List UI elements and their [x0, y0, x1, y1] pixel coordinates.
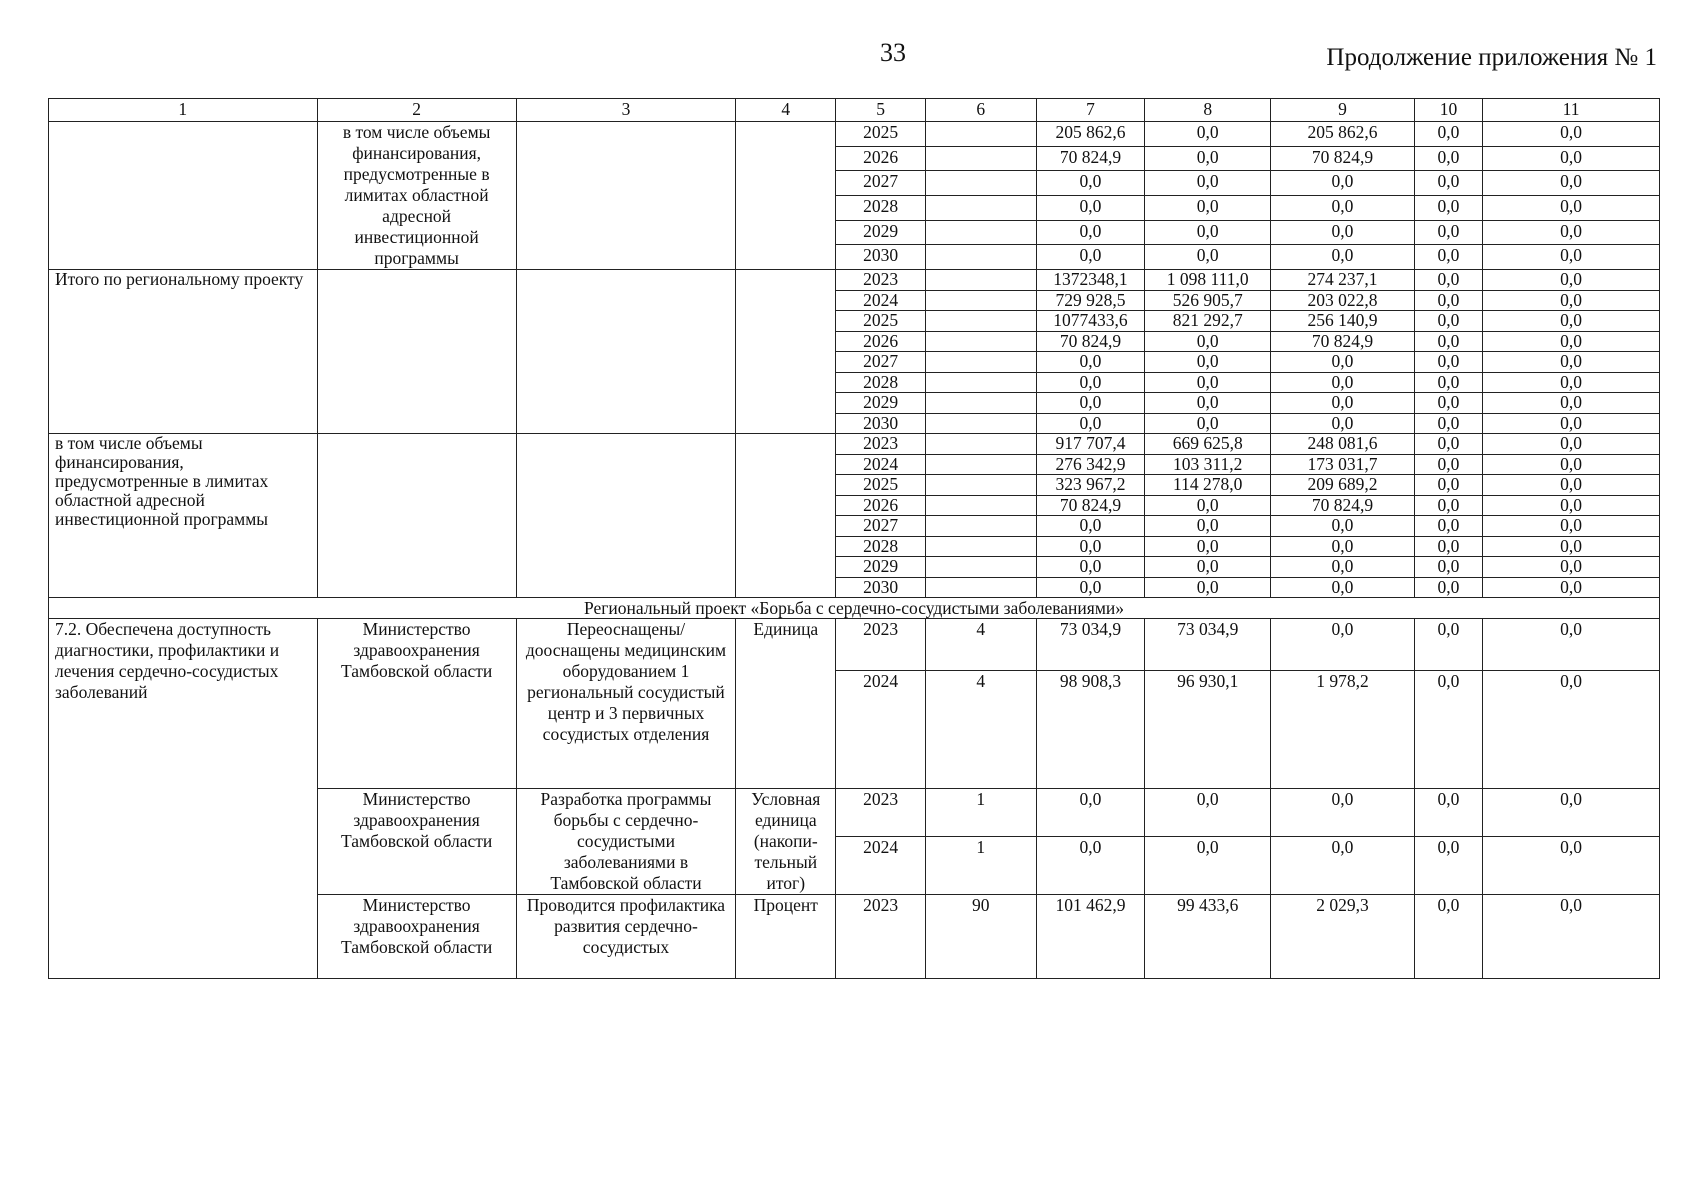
value-c8: 0,0 [1145, 495, 1271, 516]
cell-col4-empty [736, 270, 836, 434]
value-c10: 0,0 [1414, 671, 1482, 789]
year-cell: 2024 [836, 290, 926, 311]
section-title: Региональный проект «Борьба с сердечно-сосудистыми заболеваниями» [49, 598, 1660, 619]
value-c11: 0,0 [1483, 195, 1660, 220]
column-header-4: 4 [736, 99, 836, 122]
value-c9: 0,0 [1271, 536, 1415, 557]
value-c7: 0,0 [1036, 557, 1145, 578]
table-row [49, 122, 1660, 147]
year-cell: 2023 [836, 789, 926, 837]
year-cell: 2023 [836, 619, 926, 671]
value-c7: 0,0 [1036, 220, 1145, 245]
value-c10: 0,0 [1414, 557, 1482, 578]
value-c10: 0,0 [1414, 475, 1482, 496]
continuation-label: Продолжение приложения № 1 [1326, 44, 1657, 71]
value-c10: 0,0 [1414, 146, 1482, 171]
result-cell: Переоснащены/ дооснащены медицинским оборудованием 1 региональный сосудистый центр и 3 первичных сосудистых отделения [516, 619, 735, 789]
year-cell: 2029 [836, 557, 926, 578]
value-c8: 0,0 [1145, 372, 1271, 393]
value-c7: 101 462,9 [1036, 895, 1145, 979]
value-col6 [925, 171, 1036, 196]
column-header-5: 5 [836, 99, 926, 122]
cell-col3-empty [516, 434, 735, 598]
value-c11: 0,0 [1483, 475, 1660, 496]
column-header-1: 1 [49, 99, 318, 122]
column-header-3: 3 [516, 99, 735, 122]
value-c8: 96 930,1 [1145, 671, 1271, 789]
value-c7: 729 928,5 [1036, 290, 1145, 311]
value-c10: 0,0 [1414, 516, 1482, 537]
year-cell: 2026 [836, 331, 926, 352]
value-col6 [925, 434, 1036, 455]
value-c9: 248 081,6 [1271, 434, 1415, 455]
year-cell: 2028 [836, 372, 926, 393]
value-c11: 0,0 [1483, 352, 1660, 373]
value-c7: 0,0 [1036, 536, 1145, 557]
value-col6 [925, 245, 1036, 270]
value-col6 [925, 122, 1036, 147]
value-c9: 1 978,2 [1271, 671, 1415, 789]
value-c6: 4 [925, 671, 1036, 789]
cell-col2-empty [317, 434, 516, 598]
section-row [49, 598, 1660, 619]
funding-note-cell: в том числе объемы финансирования, предусмотренные в лимитах областной адресной инвестиционной программы [317, 122, 516, 270]
value-c8: 0,0 [1145, 393, 1271, 414]
value-c9: 70 824,9 [1271, 331, 1415, 352]
value-c11: 0,0 [1483, 331, 1660, 352]
value-c11: 0,0 [1483, 171, 1660, 196]
value-c10: 0,0 [1414, 195, 1482, 220]
value-c7: 0,0 [1036, 245, 1145, 270]
value-c9: 0,0 [1271, 413, 1415, 434]
column-header-9: 9 [1271, 99, 1415, 122]
value-col6 [925, 393, 1036, 414]
result-cell: Проводится профилактика развития сердечно-сосудистых [516, 895, 735, 979]
value-c7: 0,0 [1036, 352, 1145, 373]
year-cell: 2027 [836, 171, 926, 196]
year-cell: 2025 [836, 311, 926, 332]
year-cell: 2023 [836, 270, 926, 291]
column-header-6: 6 [925, 99, 1036, 122]
value-c7: 70 824,9 [1036, 331, 1145, 352]
value-c8: 0,0 [1145, 577, 1271, 598]
value-c8: 99 433,6 [1145, 895, 1271, 979]
value-c7: 323 967,2 [1036, 475, 1145, 496]
value-c11: 0,0 [1483, 619, 1660, 671]
year-cell: 2026 [836, 146, 926, 171]
value-c9: 203 022,8 [1271, 290, 1415, 311]
value-c8: 0,0 [1145, 789, 1271, 837]
value-c10: 0,0 [1414, 220, 1482, 245]
unit-cell: Единица [736, 619, 836, 789]
financing-table [48, 98, 1660, 979]
value-c11: 0,0 [1483, 413, 1660, 434]
value-col6 [925, 475, 1036, 496]
cell-col3-empty [516, 122, 735, 270]
year-cell: 2028 [836, 195, 926, 220]
year-cell: 2024 [836, 454, 926, 475]
value-c7: 0,0 [1036, 789, 1145, 837]
value-c10: 0,0 [1414, 245, 1482, 270]
value-col6 [925, 220, 1036, 245]
value-col6 [925, 352, 1036, 373]
cell-col4-empty [736, 122, 836, 270]
year-cell: 2028 [836, 536, 926, 557]
value-c8: 0,0 [1145, 836, 1271, 894]
value-c11: 0,0 [1483, 836, 1660, 894]
value-col6 [925, 577, 1036, 598]
year-cell: 2024 [836, 836, 926, 894]
value-c7: 0,0 [1036, 171, 1145, 196]
value-c11: 0,0 [1483, 516, 1660, 537]
value-c9: 0,0 [1271, 245, 1415, 270]
value-c8: 0,0 [1145, 516, 1271, 537]
year-cell: 2026 [836, 495, 926, 516]
value-c11: 0,0 [1483, 671, 1660, 789]
value-c9: 205 862,6 [1271, 122, 1415, 147]
value-c7: 0,0 [1036, 372, 1145, 393]
column-header-7: 7 [1036, 99, 1145, 122]
value-c7: 70 824,9 [1036, 495, 1145, 516]
value-c11: 0,0 [1483, 270, 1660, 291]
value-c11: 0,0 [1483, 557, 1660, 578]
value-c8: 0,0 [1145, 220, 1271, 245]
cell-col3-empty [516, 270, 735, 434]
value-c11: 0,0 [1483, 577, 1660, 598]
value-c9: 0,0 [1271, 195, 1415, 220]
value-c8: 0,0 [1145, 331, 1271, 352]
value-c11: 0,0 [1483, 311, 1660, 332]
value-c8: 0,0 [1145, 413, 1271, 434]
year-cell: 2030 [836, 245, 926, 270]
value-c7: 0,0 [1036, 836, 1145, 894]
value-c9: 274 237,1 [1271, 270, 1415, 291]
cell-col1-empty [49, 122, 318, 270]
value-c10: 0,0 [1414, 577, 1482, 598]
value-c10: 0,0 [1414, 372, 1482, 393]
unit-cell: Условная единица (накопи-тельный итог) [736, 789, 836, 895]
value-c9: 70 824,9 [1271, 146, 1415, 171]
value-c8: 0,0 [1145, 557, 1271, 578]
value-c8: 0,0 [1145, 536, 1271, 557]
value-c11: 0,0 [1483, 789, 1660, 837]
value-col6 [925, 454, 1036, 475]
year-cell: 2023 [836, 434, 926, 455]
value-c10: 0,0 [1414, 270, 1482, 291]
value-c9: 173 031,7 [1271, 454, 1415, 475]
value-c10: 0,0 [1414, 789, 1482, 837]
value-c11: 0,0 [1483, 245, 1660, 270]
value-col6 [925, 557, 1036, 578]
value-c8: 0,0 [1145, 245, 1271, 270]
value-c10: 0,0 [1414, 311, 1482, 332]
page-number: 33 [880, 38, 906, 67]
value-c10: 0,0 [1414, 836, 1482, 894]
value-c7: 0,0 [1036, 516, 1145, 537]
year-cell: 2029 [836, 393, 926, 414]
value-c8: 1 098 111,0 [1145, 270, 1271, 291]
value-c10: 0,0 [1414, 122, 1482, 147]
value-c7: 70 824,9 [1036, 146, 1145, 171]
value-c6: 1 [925, 836, 1036, 894]
total-label-cell: Итого по региональному проекту [49, 270, 318, 434]
value-c7: 0,0 [1036, 393, 1145, 414]
year-cell: 2023 [836, 895, 926, 979]
year-cell: 2025 [836, 122, 926, 147]
value-c6: 90 [925, 895, 1036, 979]
value-c8: 821 292,7 [1145, 311, 1271, 332]
value-c11: 0,0 [1483, 146, 1660, 171]
value-c7: 276 342,9 [1036, 454, 1145, 475]
column-header-2: 2 [317, 99, 516, 122]
value-c11: 0,0 [1483, 393, 1660, 414]
invest-label-cell: в том числе объемы финансирования, предусмотренные в лимитах областной адресной инвестиционной программы [49, 434, 318, 598]
value-c9: 0,0 [1271, 619, 1415, 671]
value-c11: 0,0 [1483, 290, 1660, 311]
year-cell: 2030 [836, 577, 926, 598]
cell-col2-empty [317, 270, 516, 434]
value-c7: 0,0 [1036, 577, 1145, 598]
value-c11: 0,0 [1483, 122, 1660, 147]
year-cell: 2027 [836, 352, 926, 373]
value-c7: 0,0 [1036, 413, 1145, 434]
column-header-8: 8 [1145, 99, 1271, 122]
table-row [49, 270, 1660, 291]
value-c9: 256 140,9 [1271, 311, 1415, 332]
value-col6 [925, 311, 1036, 332]
value-c9: 0,0 [1271, 372, 1415, 393]
value-col6 [925, 331, 1036, 352]
header-row [49, 99, 1660, 122]
value-c9: 209 689,2 [1271, 475, 1415, 496]
value-c8: 0,0 [1145, 146, 1271, 171]
table-row [49, 434, 1660, 455]
value-c8: 0,0 [1145, 352, 1271, 373]
year-cell: 2029 [836, 220, 926, 245]
year-cell: 2025 [836, 475, 926, 496]
table-row [49, 619, 1660, 671]
value-col6 [925, 146, 1036, 171]
value-c9: 0,0 [1271, 557, 1415, 578]
value-c9: 70 824,9 [1271, 495, 1415, 516]
value-c11: 0,0 [1483, 434, 1660, 455]
value-c11: 0,0 [1483, 495, 1660, 516]
value-c10: 0,0 [1414, 290, 1482, 311]
value-c7: 1372348,1 [1036, 270, 1145, 291]
value-c11: 0,0 [1483, 220, 1660, 245]
value-c7: 98 908,3 [1036, 671, 1145, 789]
value-c11: 0,0 [1483, 372, 1660, 393]
value-c10: 0,0 [1414, 352, 1482, 373]
value-c11: 0,0 [1483, 895, 1660, 979]
value-c10: 0,0 [1414, 413, 1482, 434]
value-c11: 0,0 [1483, 454, 1660, 475]
value-c9: 2 029,3 [1271, 895, 1415, 979]
value-col6 [925, 372, 1036, 393]
unit-cell: Процент [736, 895, 836, 979]
value-c9: 0,0 [1271, 516, 1415, 537]
year-cell: 2027 [836, 516, 926, 537]
value-c7: 1077433,6 [1036, 311, 1145, 332]
executor-cell: Министерство здравоохранения Тамбовской области [317, 895, 516, 979]
column-header-10: 10 [1414, 99, 1482, 122]
value-c8: 0,0 [1145, 122, 1271, 147]
value-c9: 0,0 [1271, 393, 1415, 414]
result-cell: Разработка программы борьбы с сердечно-сосудистыми заболеваниями в Тамбовской области [516, 789, 735, 895]
value-c8: 669 625,8 [1145, 434, 1271, 455]
value-col6 [925, 195, 1036, 220]
value-c7: 917 707,4 [1036, 434, 1145, 455]
value-c6: 1 [925, 789, 1036, 837]
value-c9: 0,0 [1271, 577, 1415, 598]
executor-cell: Министерство здравоохранения Тамбовской области [317, 789, 516, 895]
value-c10: 0,0 [1414, 331, 1482, 352]
value-c9: 0,0 [1271, 352, 1415, 373]
value-c8: 114 278,0 [1145, 475, 1271, 496]
cell-col4-empty [736, 434, 836, 598]
value-col6 [925, 536, 1036, 557]
value-c8: 526 905,7 [1145, 290, 1271, 311]
value-c10: 0,0 [1414, 536, 1482, 557]
value-col6 [925, 270, 1036, 291]
value-c7: 0,0 [1036, 195, 1145, 220]
value-c8: 0,0 [1145, 171, 1271, 196]
value-c9: 0,0 [1271, 171, 1415, 196]
year-cell: 2024 [836, 671, 926, 789]
value-c7: 205 862,6 [1036, 122, 1145, 147]
value-c10: 0,0 [1414, 619, 1482, 671]
column-header-11: 11 [1483, 99, 1660, 122]
value-col6 [925, 413, 1036, 434]
item-7-2-title: 7.2. Обеспечена доступность диагностики, профилактики и лечения сердечно-сосудистых заболеваний [49, 619, 318, 979]
value-c10: 0,0 [1414, 895, 1482, 979]
value-col6 [925, 516, 1036, 537]
year-cell: 2030 [836, 413, 926, 434]
value-c8: 73 034,9 [1145, 619, 1271, 671]
value-c10: 0,0 [1414, 393, 1482, 414]
value-c6: 4 [925, 619, 1036, 671]
value-c9: 0,0 [1271, 789, 1415, 837]
value-c10: 0,0 [1414, 495, 1482, 516]
value-col6 [925, 290, 1036, 311]
value-c10: 0,0 [1414, 171, 1482, 196]
value-c10: 0,0 [1414, 434, 1482, 455]
value-c7: 73 034,9 [1036, 619, 1145, 671]
value-col6 [925, 495, 1036, 516]
value-c8: 0,0 [1145, 195, 1271, 220]
value-c9: 0,0 [1271, 220, 1415, 245]
value-c9: 0,0 [1271, 836, 1415, 894]
value-c10: 0,0 [1414, 454, 1482, 475]
executor-cell: Министерство здравоохранения Тамбовской области [317, 619, 516, 789]
value-c11: 0,0 [1483, 536, 1660, 557]
value-c8: 103 311,2 [1145, 454, 1271, 475]
